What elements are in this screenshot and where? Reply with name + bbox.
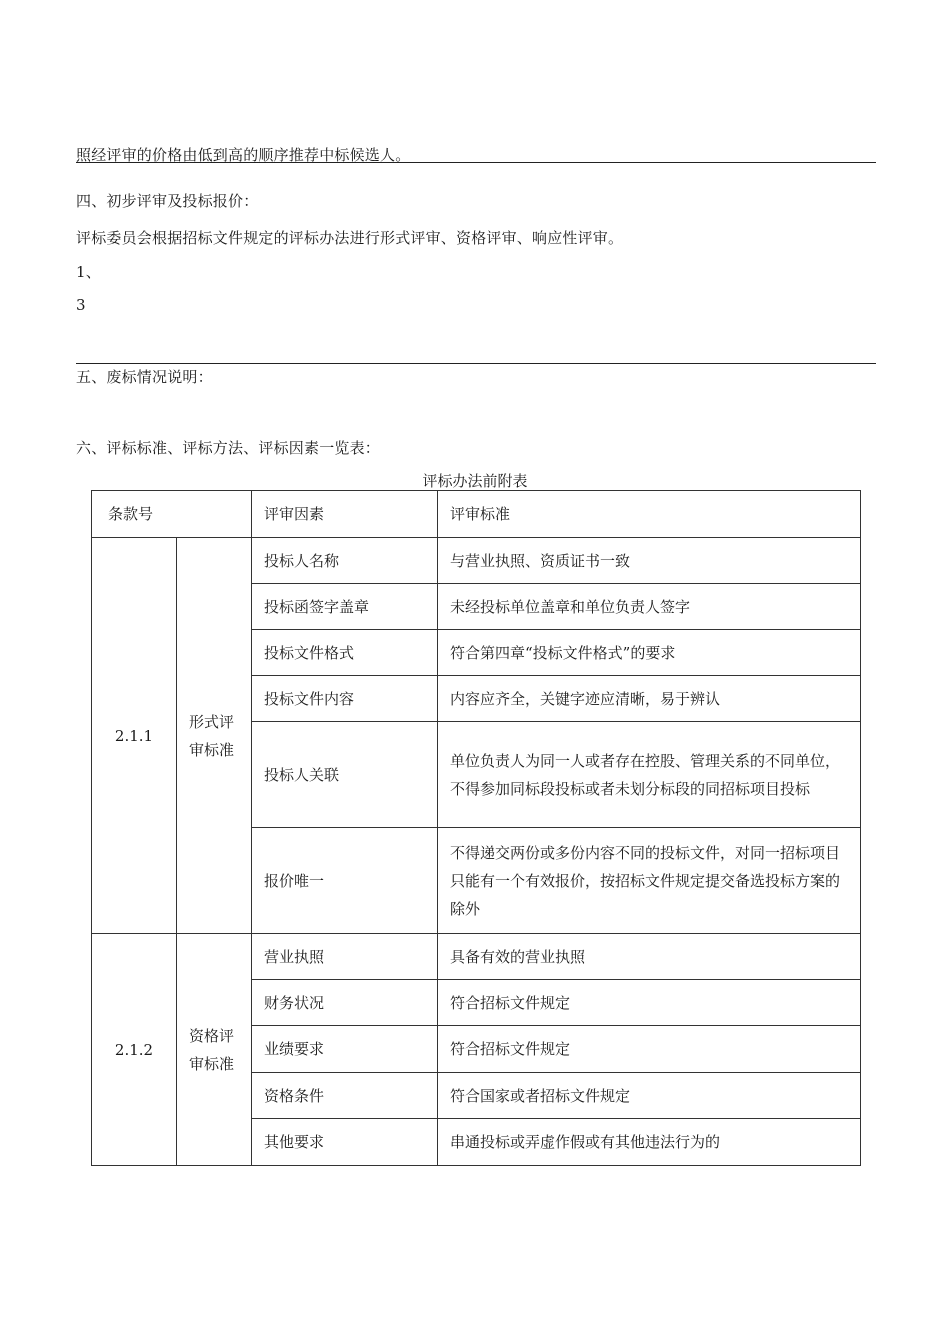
table-header-row xyxy=(92,491,861,538)
clause-number: 2.1.1 xyxy=(92,538,177,934)
factor-cell: 投标文件内容 xyxy=(252,676,438,722)
factor-cell: 业绩要求 xyxy=(252,1026,438,1073)
factor-cell: 财务状况 xyxy=(252,980,438,1026)
header-standard: 评审标准 xyxy=(438,491,861,538)
section-4-body: 评标委员会根据招标文件规定的评标办法进行形式评审、资格评审、响应性评审。 xyxy=(76,229,624,247)
standard-cell: 不得递交两份或多份内容不同的投标文件，对同一招标项目只能有一个有效报价，按招标文件规定提交备选投标方案的除外 xyxy=(438,828,861,934)
factor-cell: 报价唯一 xyxy=(252,828,438,934)
table-row xyxy=(92,538,861,584)
factor-cell: 投标函签字盖章 xyxy=(252,584,438,630)
standard-cell: 具备有效的营业执照 xyxy=(438,934,861,980)
section-6-title: 六、评标标准、评标方法、评标因素一览表： xyxy=(76,439,381,457)
factor-cell: 投标人名称 xyxy=(252,538,438,584)
standard-cell: 符合招标文件规定 xyxy=(438,980,861,1026)
factor-cell: 其他要求 xyxy=(252,1119,438,1166)
clause-number: 2.1.2 xyxy=(92,934,177,1166)
factor-cell: 投标人关联 xyxy=(252,722,438,828)
factor-cell: 营业执照 xyxy=(252,934,438,980)
factor-cell: 投标文件格式 xyxy=(252,630,438,676)
standard-cell: 单位负责人为同一人或者存在控股、管理关系的不同单位，不得参加同标段投标或者未划分标段的同招标项目投标 xyxy=(438,722,861,828)
table-row xyxy=(92,934,861,980)
table-caption: 评标办法前附表 xyxy=(422,472,528,490)
standard-cell: 内容应齐全，关键字迹应清晰，易于辨认 xyxy=(438,676,861,722)
standard-cell: 未经投标单位盖章和单位负责人签字 xyxy=(438,584,861,630)
criteria-table xyxy=(91,490,861,1166)
section-4-title: 四、初步评审及投标报价： xyxy=(76,192,259,210)
category-label: 资格评审标准 xyxy=(177,934,252,1166)
underline-rule xyxy=(76,363,876,364)
standard-cell: 符合国家或者招标文件规定 xyxy=(438,1073,861,1119)
intro-line: 照经评审的价格由低到高的顺序推荐中标候选人。 xyxy=(76,146,411,164)
category-label: 形式评审标准 xyxy=(177,538,252,934)
header-factor: 评审因素 xyxy=(252,491,438,538)
section-5-title: 五、废标情况说明： xyxy=(76,368,213,386)
standard-cell: 串通投标或弄虚作假或有其他违法行为的 xyxy=(438,1119,861,1166)
list-item-3: 3 xyxy=(76,296,86,314)
standard-cell: 与营业执照、资质证书一致 xyxy=(438,538,861,584)
underline-rule xyxy=(76,162,876,163)
standard-cell: 符合招标文件规定 xyxy=(438,1026,861,1073)
header-clause: 条款号 xyxy=(92,491,252,538)
list-item-1: 1、 xyxy=(76,263,101,281)
standard-cell: 符合第四章“投标文件格式”的要求 xyxy=(438,630,861,676)
factor-cell: 资格条件 xyxy=(252,1073,438,1119)
